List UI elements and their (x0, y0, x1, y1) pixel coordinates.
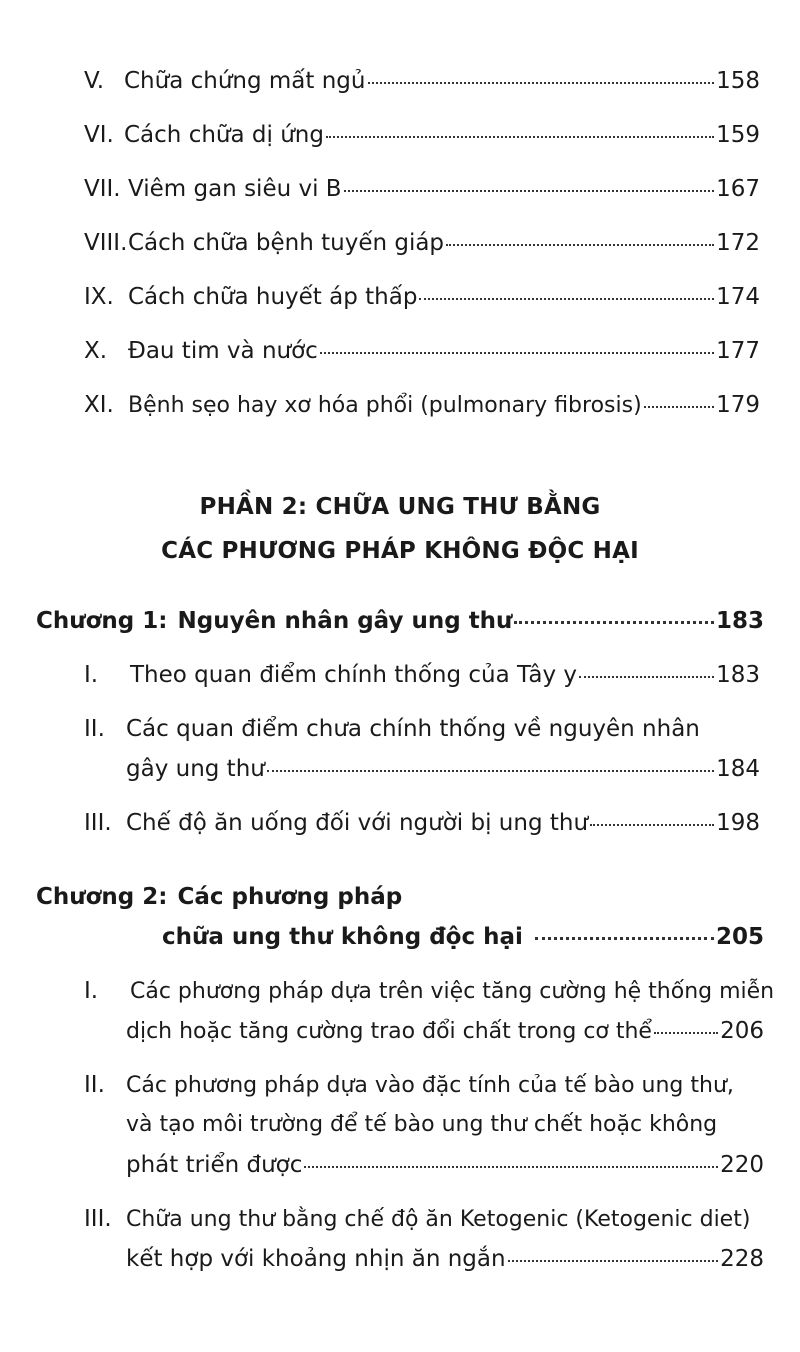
entry-title: kết hợp với khoảng nhịn ăn ngắn (126, 1246, 506, 1272)
dot-leader (508, 1260, 719, 1262)
dot-leader (267, 770, 714, 772)
part-heading-line2: CÁC PHƯƠNG PHÁP KHÔNG ĐỘC HẠI (161, 538, 639, 564)
entry-number: I. (84, 662, 99, 688)
toc-entry-c2-iii-line1[interactable] (84, 1206, 764, 1232)
dot-leader (326, 136, 714, 138)
entry-page: 228 (720, 1246, 764, 1272)
chapter-title-line1: Các phương pháp (177, 884, 403, 910)
entry-page: 184 (716, 756, 760, 782)
entry-page: 159 (716, 122, 760, 148)
entry-page: 179 (716, 392, 760, 418)
entry-page: 172 (716, 230, 760, 256)
toc-entry-viii[interactable] (84, 230, 760, 256)
chapter-title: chữa ung thư không độc hại (162, 924, 523, 950)
chapter-page: 183 (715, 608, 764, 634)
toc-chapter-2-line1[interactable] (36, 884, 764, 910)
dot-leader (368, 82, 715, 84)
entry-page: 158 (716, 68, 760, 94)
toc-entry-xi[interactable] (84, 392, 760, 418)
entry-number: II. (84, 1072, 105, 1098)
entry-title: dịch hoặc tăng cường trao đổi chất trong cơ thể (126, 1019, 652, 1044)
chapter-title: Nguyên nhân gây ung thư (177, 608, 513, 634)
toc-entry-v[interactable] (84, 68, 760, 94)
chapter-label: Chương 1: (36, 608, 168, 634)
dot-leader (344, 190, 715, 192)
entry-number: IX. (84, 284, 114, 310)
entry-page: 183 (716, 662, 760, 688)
entry-page: 167 (716, 176, 760, 202)
toc-chapter-1[interactable] (36, 608, 764, 634)
toc-entry-c2-ii[interactable] (126, 1152, 764, 1178)
entry-page: 177 (716, 338, 760, 364)
toc-chapter-2[interactable] (162, 924, 764, 950)
entry-number: X. (84, 338, 108, 364)
entry-title: Chế độ ăn uống đối với người bị ung thư (126, 810, 589, 836)
entry-title-line1: Các phương pháp dựa vào đặc tính của tế bào ung thư, (126, 1073, 734, 1098)
entry-page: 220 (720, 1152, 764, 1178)
dot-leader (579, 676, 714, 678)
entry-title: Cách chữa bệnh tuyến giáp (128, 230, 445, 256)
part-heading-line1: PHẦN 2: CHỮA UNG THƯ BẰNG (199, 494, 601, 520)
entry-number: III. (84, 810, 112, 836)
dot-leader (644, 406, 714, 408)
dot-leader (446, 244, 714, 246)
entry-title-line2: và tạo môi trường để tế bào ung thư chết hoặc không (126, 1112, 718, 1137)
dot-leader (535, 937, 714, 940)
toc-entry-c1-i[interactable] (84, 662, 760, 688)
chapter-page: 205 (715, 924, 764, 950)
toc-entry-ix[interactable] (84, 284, 760, 310)
entry-number: VIII. (84, 230, 128, 256)
toc-entry-vi[interactable] (84, 122, 760, 148)
entry-title: Theo quan điểm chính thống của Tây y (130, 662, 578, 688)
toc-entry-c2-i-line1[interactable] (84, 978, 775, 1004)
entry-title-line1: Các quan điểm chưa chính thống về nguyên nhân (126, 716, 700, 742)
dot-leader (419, 298, 714, 300)
entry-title: Bệnh sẹo hay xơ hóa phổi (pulmonary fibrosis) (128, 393, 642, 418)
toc-entry-c2-iii[interactable] (126, 1246, 764, 1272)
entry-title: Chữa chứng mất ngủ (124, 68, 366, 94)
dot-leader (304, 1166, 718, 1168)
entry-title: gây ung thư (126, 756, 265, 782)
entry-title: phát triển được (126, 1152, 303, 1178)
entry-title-line1: Chữa ung thư bằng chế độ ăn Ketogenic (Ketogenic diet) (126, 1207, 751, 1232)
entry-number: VII. (84, 176, 121, 202)
entry-number: I. (84, 978, 99, 1004)
toc-entry-c2-ii-line1[interactable] (84, 1072, 764, 1098)
entry-title: Cách chữa dị ứng (124, 122, 324, 148)
dot-leader (590, 824, 714, 826)
entry-page: 174 (716, 284, 760, 310)
entry-title: Viêm gan siêu vi B (128, 176, 342, 202)
toc-entry-c1-iii[interactable] (84, 810, 760, 836)
toc-entry-x[interactable] (84, 338, 760, 364)
dot-leader (654, 1032, 718, 1034)
entry-page: 206 (720, 1018, 764, 1044)
chapter-label: Chương 2: (36, 884, 168, 910)
entry-title: Đau tim và nước (128, 338, 318, 364)
toc-entry-c2-i[interactable] (126, 1018, 764, 1044)
entry-title: Cách chữa huyết áp thấp (128, 284, 418, 310)
toc-entry-vii[interactable] (84, 176, 760, 202)
entry-number: XI. (84, 392, 114, 418)
dot-leader (320, 352, 714, 354)
entry-page: 198 (716, 810, 760, 836)
entry-number: V. (84, 68, 105, 94)
dot-leader (514, 621, 714, 624)
toc-entry-c1-ii[interactable] (126, 756, 760, 782)
entry-number: II. (84, 716, 105, 742)
entry-title-line1: Các phương pháp dựa trên việc tăng cường hệ thống miễn (130, 979, 775, 1004)
entry-number: III. (84, 1206, 112, 1232)
entry-number: VI. (84, 122, 114, 148)
toc-entry-c1-ii-line1[interactable] (84, 716, 760, 742)
